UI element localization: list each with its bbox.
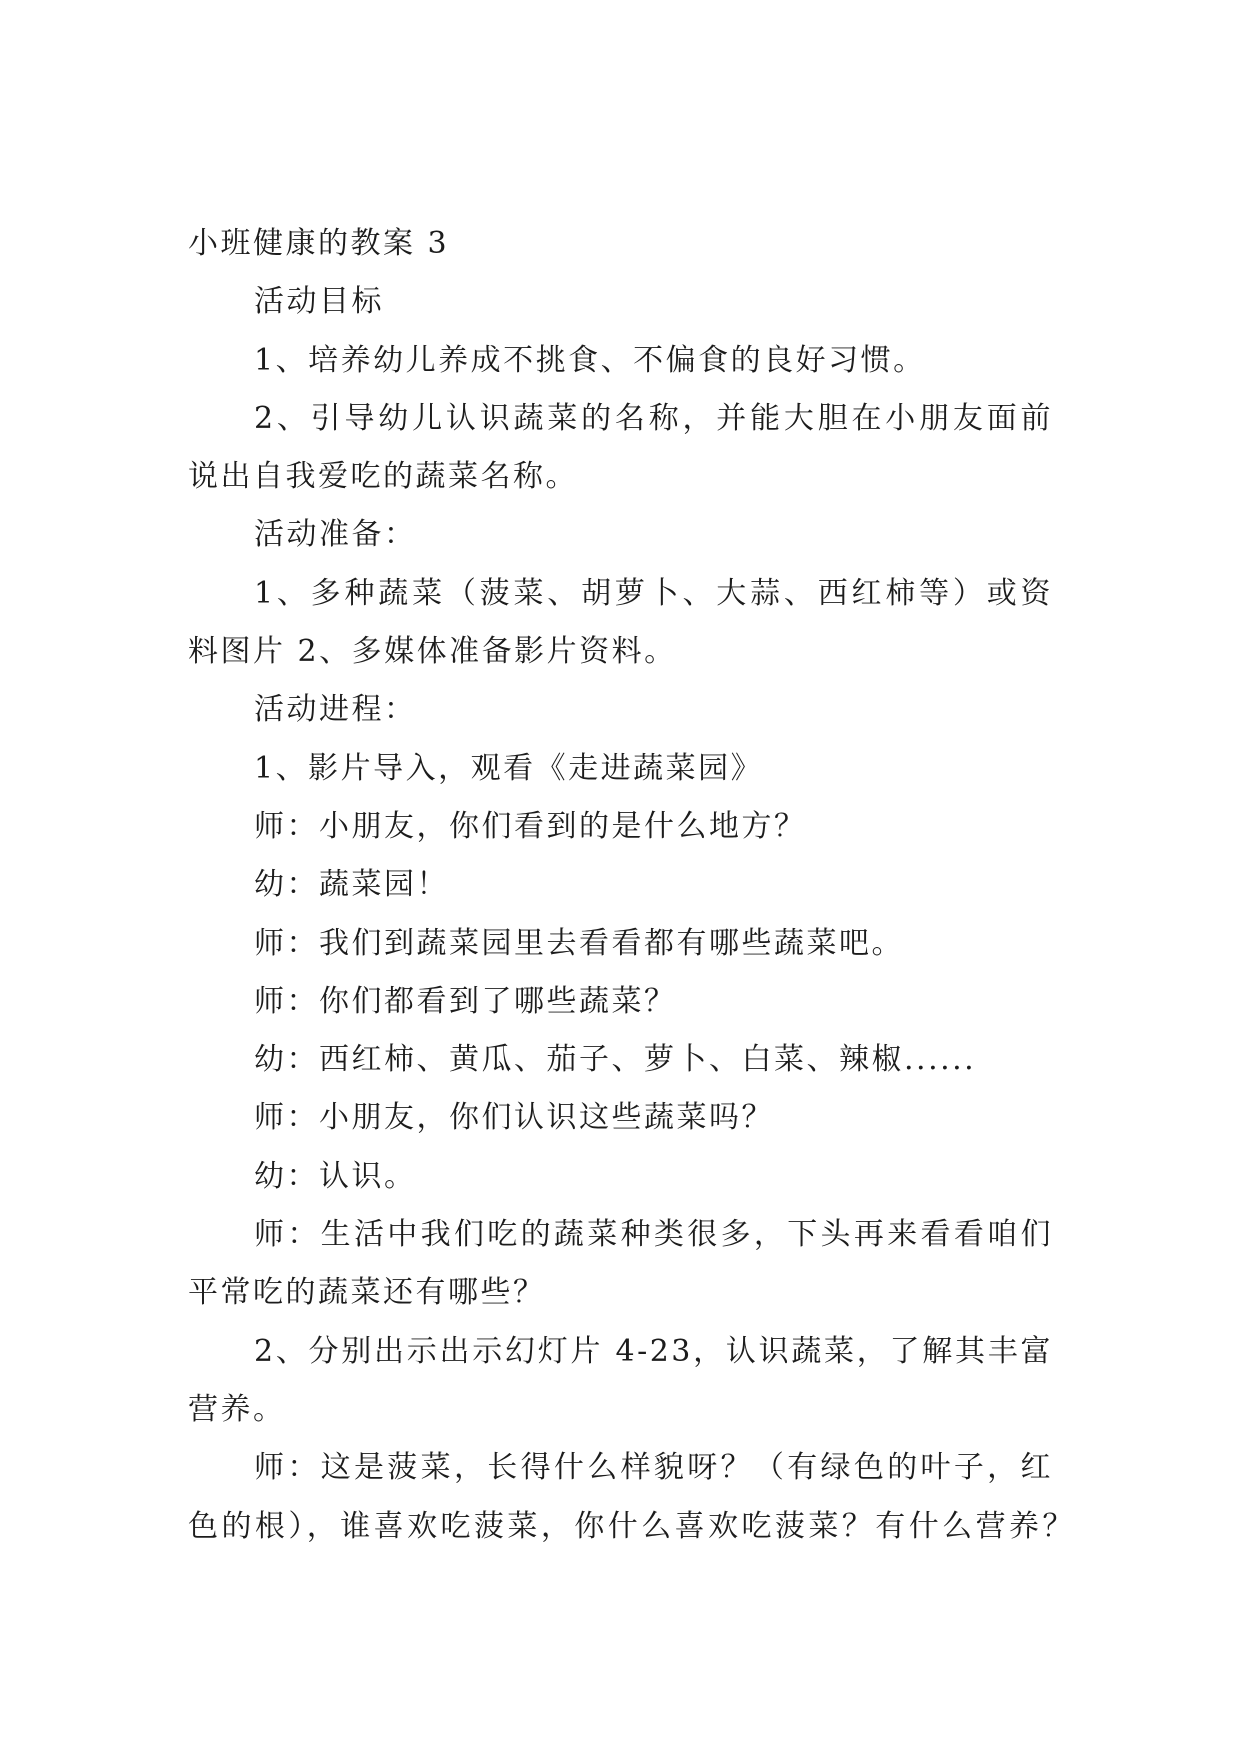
preparation-item <box>188 565 1053 682</box>
dialogue-line <box>188 856 1053 914</box>
paragraph-line: 2、引导幼儿认识蔬菜的名称，并能大胆在小朋友面前 <box>254 400 1053 436</box>
paragraph-line: 幼：蔬菜园！ <box>254 867 449 903</box>
process-step-2 <box>188 1323 1053 1440</box>
paragraph-line: 营养。 <box>188 1391 286 1427</box>
paragraph-line: 师：小朋友，你们认识这些蔬菜吗？ <box>254 1100 774 1136</box>
paragraph-line: 1、培养幼儿养成不挑食、不偏食的良好习惯。 <box>254 342 926 378</box>
dialogue-line <box>188 1089 1053 1147</box>
dialogue-line <box>188 798 1053 856</box>
paragraph-line: 师：我们到蔬菜园里去看看都有哪些蔬菜吧。 <box>254 925 904 961</box>
paragraph-line: 色的根），谁喜欢吃菠菜，你什么喜欢吃菠菜？有什么营养？ <box>188 1508 1075 1544</box>
paragraph-line: 师：生活中我们吃的蔬菜种类很多，下头再来看看咱们 <box>254 1217 1053 1253</box>
goal-item-2 <box>188 390 1053 507</box>
section-heading-process <box>188 681 1053 739</box>
goal-item-1 <box>188 332 1053 390</box>
section-heading-preparation <box>188 506 1053 564</box>
section-heading-goals <box>188 273 1053 331</box>
dialogue-line <box>188 973 1053 1031</box>
paragraph-line: 1、多种蔬菜（菠菜、胡萝卜、大蒜、西红柿等）或资 <box>254 575 1053 611</box>
dialogue-line <box>188 1031 1053 1089</box>
paragraph-line: 幼：西红柿、黄瓜、茄子、萝卜、白菜、辣椒...... <box>254 1042 977 1078</box>
document-title: 小班健康的教案 3 <box>188 226 450 261</box>
paragraph-line: 说出自我爱吃的蔬菜名称。 <box>188 459 578 495</box>
dialogue-line <box>188 1206 1053 1323</box>
paragraph-line: 活动进程： <box>254 692 417 728</box>
paragraph-line: 平常吃的蔬菜还有哪些？ <box>188 1275 546 1311</box>
process-step-1 <box>188 740 1053 798</box>
paragraph-line: 活动准备： <box>254 517 417 553</box>
document-body <box>188 215 1075 1556</box>
paragraph-line: 活动目标 <box>254 284 384 320</box>
paragraph-line: 1、影片导入，观看《走进蔬菜园》 <box>254 750 764 786</box>
dialogue-line <box>188 1439 1075 1556</box>
paragraph-line: 师：小朋友，你们看到的是什么地方？ <box>254 808 807 844</box>
dialogue-line <box>188 1148 1053 1206</box>
dialogue-line <box>188 915 1053 973</box>
paragraph-line: 幼：认识。 <box>254 1158 417 1194</box>
paragraph-line: 师：这是菠菜，长得什么样貌呀？（有绿色的叶子，红 <box>254 1450 1053 1486</box>
paragraph-line: 2、分别出示出示幻灯片 4-23，认识蔬菜，了解其丰富 <box>254 1333 1053 1369</box>
paragraph-line: 师：你们都看到了哪些蔬菜？ <box>254 983 677 1019</box>
paragraph-line: 料图片 2、多媒体准备影片资料。 <box>188 634 677 670</box>
